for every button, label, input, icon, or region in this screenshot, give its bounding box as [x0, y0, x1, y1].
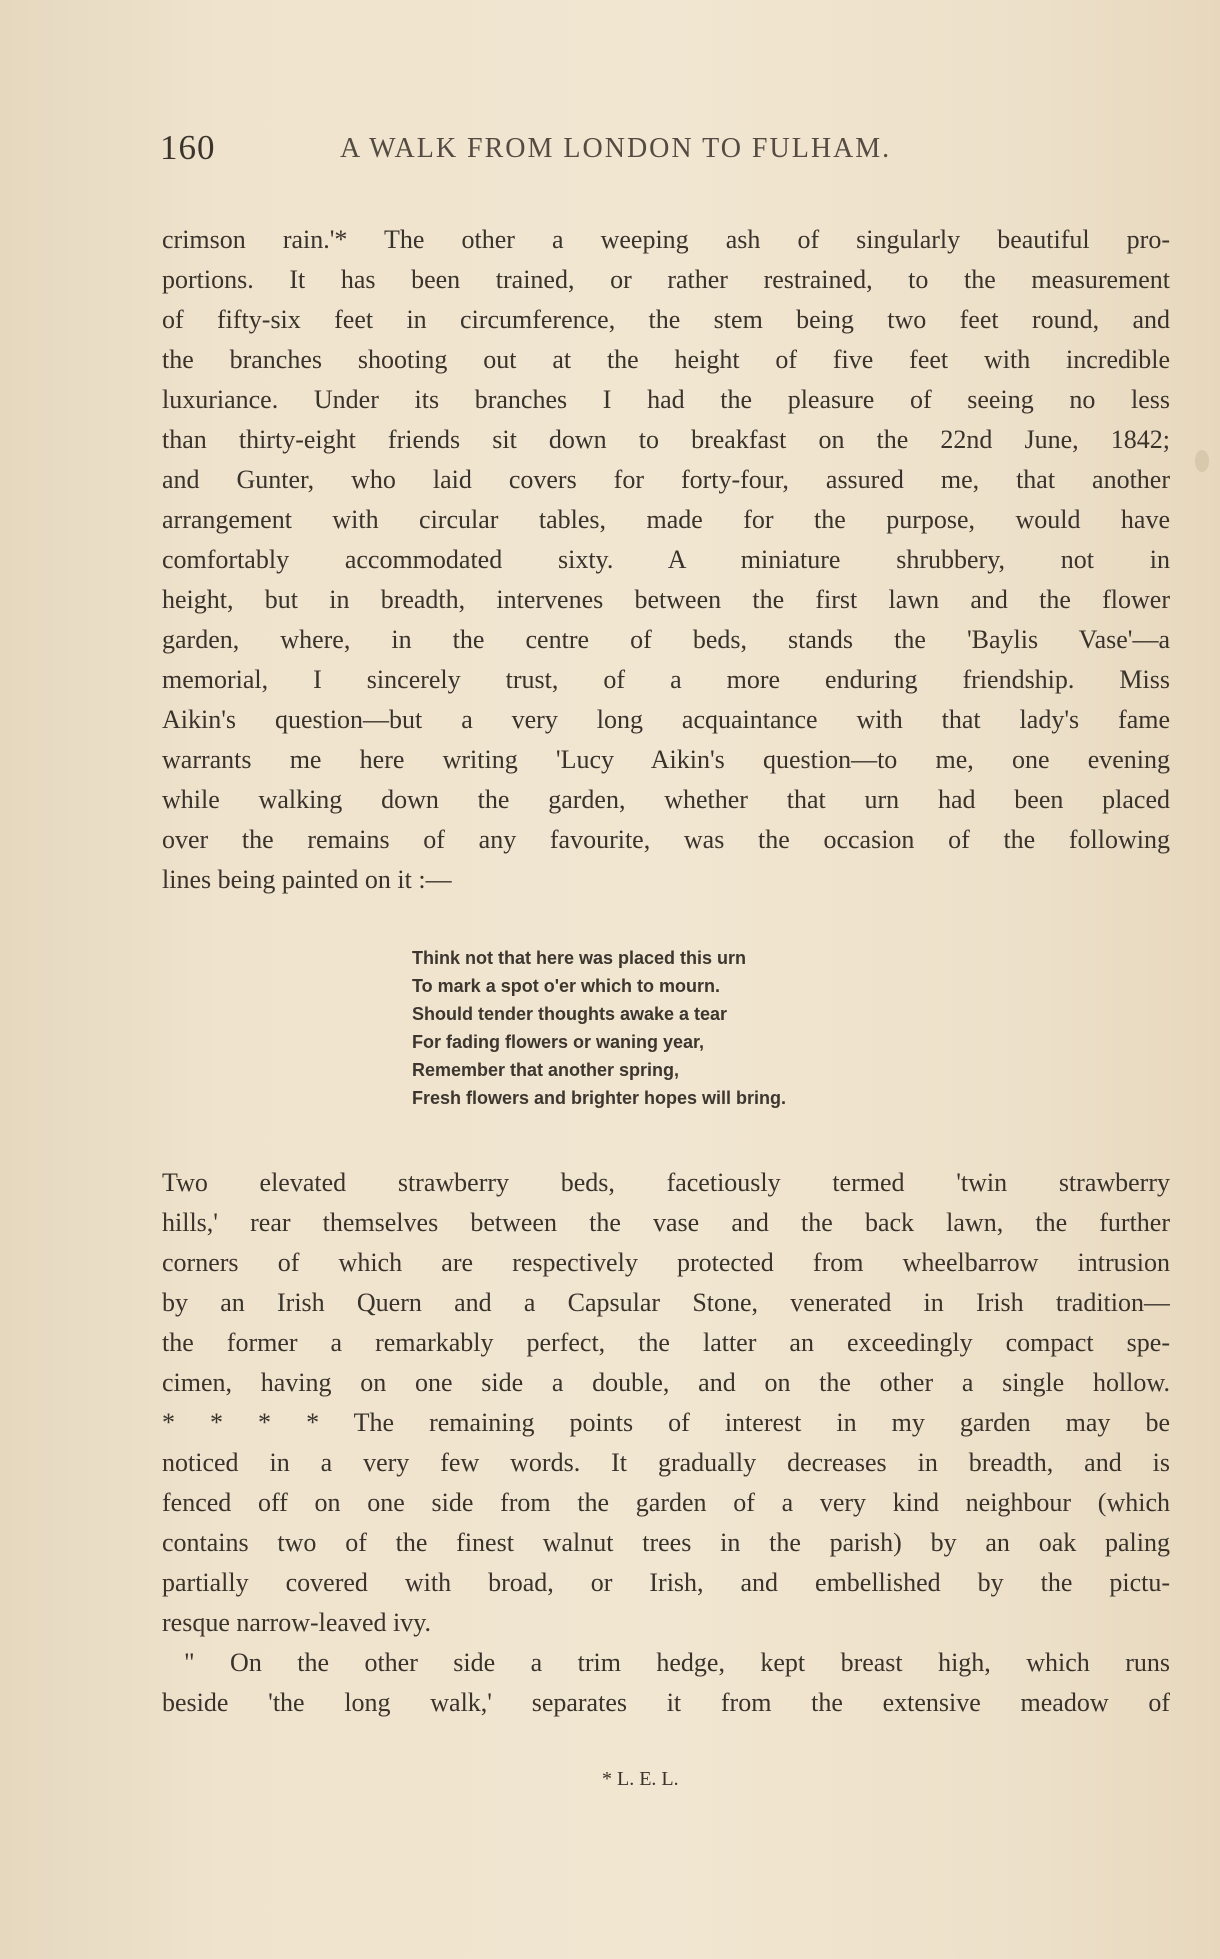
poem-verse — [412, 944, 932, 1112]
text-line: by an Irish Quern and a Capsular Stone, venerated in Irish tradition— — [162, 1288, 1170, 1317]
text-line: while walking down the garden, whether that urn had been placed — [162, 785, 1170, 814]
text-line: the former a remarkably perfect, the latter an exceedingly compact spe- — [162, 1328, 1170, 1357]
body-text-bottom — [162, 1163, 1170, 1723]
text-line: " On the other side a trim hedge, kept breast high, which runs — [184, 1648, 1170, 1677]
footnote: * L. E. L. — [602, 1768, 679, 1790]
text-line: and Gunter, who laid covers for forty-four, assured me, that another — [162, 465, 1170, 494]
text-line: than thirty-eight friends sit down to breakfast on the 22nd June, 1842; — [162, 425, 1170, 454]
running-title: A WALK FROM LONDON TO FULHAM. — [340, 133, 892, 164]
text-line: luxuriance. Under its branches I had the pleasure of seeing no less — [162, 385, 1170, 414]
text-line: of fifty-six feet in circumference, the stem being two feet round, and — [162, 305, 1170, 334]
text-line: lines being painted on it :— — [162, 865, 452, 894]
text-line: beside 'the long walk,' separates it from the extensive meadow of — [162, 1688, 1170, 1717]
poem-line: Should tender thoughts awake a tear — [412, 1004, 728, 1024]
text-line: warrants me here writing 'Lucy Aikin's question—to me, one evening — [162, 745, 1170, 774]
poem-line: To mark a spot o'er which to mourn. — [412, 976, 720, 996]
text-line: * * * * The remaining points of interest in my garden may be — [162, 1408, 1170, 1437]
text-line: fenced off on one side from the garden of a very kind neighbour (which — [162, 1488, 1170, 1517]
poem-line: Fresh flowers and brighter hopes will bring. — [412, 1088, 787, 1108]
text-line: garden, where, in the centre of beds, stands the 'Baylis Vase'—a — [162, 625, 1170, 654]
poem-line: Think not that here was placed this urn — [412, 948, 747, 968]
text-line: resque narrow-leaved ivy. — [162, 1608, 432, 1637]
text-line: height, but in breadth, intervenes between the first lawn and the flower — [162, 585, 1170, 614]
text-line: memorial, I sincerely trust, of a more enduring friendship. Miss — [162, 665, 1170, 694]
text-line: noticed in a very few words. It gradually decreases in breadth, and is — [162, 1448, 1170, 1477]
text-line: crimson rain.'* The other a weeping ash of singularly beautiful pro- — [162, 225, 1170, 254]
page-number: 160 — [160, 128, 216, 167]
text-line: corners of which are respectively protected from wheelbarrow intrusion — [162, 1248, 1170, 1277]
text-line: over the remains of any favourite, was the occasion of the following — [162, 825, 1170, 854]
text-line: the branches shooting out at the height of five feet with incredible — [162, 345, 1170, 374]
poem-line: Remember that another spring, — [412, 1060, 680, 1080]
body-text-top — [162, 220, 1170, 900]
text-line: portions. It has been trained, or rather restrained, to the measurement — [162, 265, 1170, 294]
page-header — [160, 128, 1000, 172]
text-line: cimen, having on one side a double, and on the other a single hollow. — [162, 1368, 1170, 1397]
text-line: hills,' rear themselves between the vase and the back lawn, the further — [162, 1208, 1170, 1237]
paper-stain — [1195, 450, 1209, 472]
poem-line: For fading flowers or waning year, — [412, 1032, 705, 1052]
text-line: partially covered with broad, or Irish, and embellished by the pictu- — [162, 1568, 1170, 1597]
text-line: comfortably accommodated sixty. A miniature shrubbery, not in — [162, 545, 1170, 574]
text-line: Two elevated strawberry beds, facetiously termed 'twin strawberry — [162, 1168, 1170, 1197]
text-line: arrangement with circular tables, made for the purpose, would have — [162, 505, 1170, 534]
text-line: contains two of the finest walnut trees in the parish) by an oak paling — [162, 1528, 1170, 1557]
text-line: Aikin's question—but a very long acquaintance with that lady's fame — [162, 705, 1170, 734]
